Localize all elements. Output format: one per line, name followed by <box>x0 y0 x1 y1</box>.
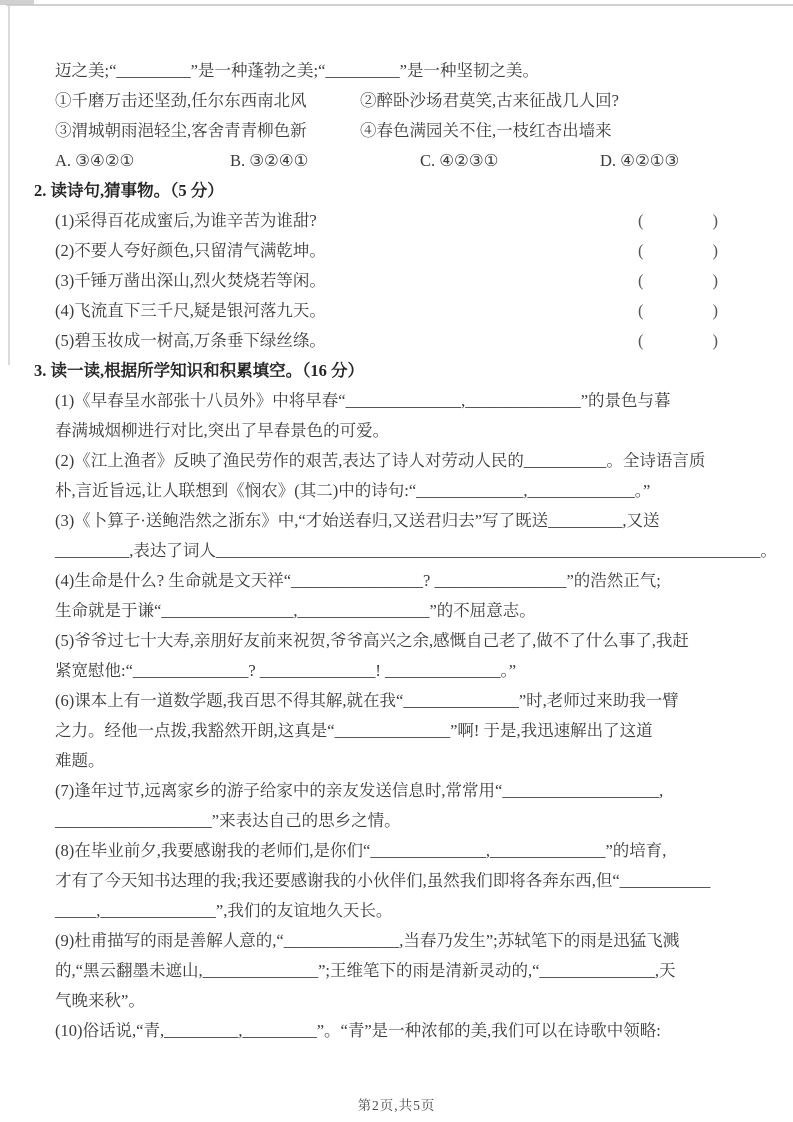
q3-line-6: _________,表达了词人__________________________________________________________________。 <box>55 541 777 560</box>
q2-item-1-text: (1)采得百花成蜜后,为谁辛苦为谁甜? <box>55 211 317 230</box>
q3-line-17: 才有了今天知书达理的我;我还要感谢我的小伙伴们,虽然我们即将各奔东西,但“___________ <box>55 871 711 890</box>
q1-choice-options-row <box>55 146 767 176</box>
page-number-footer: 第2页,共5页 <box>357 1098 436 1113</box>
paren-close: ) <box>712 211 718 230</box>
q3-line-15: ___________________”来表达自己的思乡之情。 <box>55 811 401 830</box>
q3-title: 3. 读一读,根据所学知识和积累填空。（16 分） <box>34 361 364 380</box>
q2-title: 2. 读诗句,猜事物。（5 分） <box>34 181 224 200</box>
q3-line-22: (10)俗话说,“青,_________,_________”。“青”是一种浓郁的美,我们可以在诗歌中领略: <box>55 1021 661 1040</box>
q3-line-4: 朴,言近旨远,让人联想到《悯农》(其二)中的诗句:“_____________,_____________。” <box>55 481 651 500</box>
q3-line-7: (4)生命是什么? 生命就是文天祥“________________? ________________”的浩然正气; <box>55 571 661 590</box>
q3-line-13: 难题。 <box>55 751 105 770</box>
q3-line-12: 之力。经他一点拨,我豁然开朗,这真是“______________”啊! 于是,我迅速解出了这道 <box>55 721 653 740</box>
q2-item-5-answer-parentheses <box>638 326 718 356</box>
q2-item-4-text: (4)飞流直下三千尺,疑是银河落九天。 <box>55 301 326 320</box>
q3-line-20: 的,“黑云翻墨未遮山,______________”;王维笔下的雨是清新灵动的,“______________,天 <box>55 961 676 980</box>
q2-item-3 <box>55 266 767 296</box>
q2-item-2-text: (2)不要人夸好颜色,只留清气满乾坤。 <box>55 241 326 260</box>
paren-open: ( <box>638 271 644 290</box>
q2-item-4 <box>55 296 767 326</box>
paren-open: ( <box>638 331 644 350</box>
paren-open: ( <box>638 211 644 230</box>
q1-poem-3: ③渭城朝雨浥轻尘,客舍青青柳色新 <box>55 121 307 140</box>
q2-item-5 <box>55 326 767 356</box>
q3-line-11: (6)课本上有一道数学题,我百思不得其解,就在我“______________”时,老师过来助我一臂 <box>55 691 679 710</box>
q2-item-2-answer-parentheses <box>638 236 718 266</box>
paren-open: ( <box>638 241 644 260</box>
q3-line-3: (2)《江上渔者》反映了渔民劳作的艰苦,表达了诗人对劳动人民的__________。全诗语言质 <box>55 451 706 470</box>
paren-open: ( <box>638 301 644 320</box>
q3-line-14: (7)逢年过节,远离家乡的游子给家中的亲友发送信息时,常常用“___________________, <box>55 781 664 800</box>
q3-line-16: (8)在毕业前夕,我要感谢我的老师们,是你们“______________,______________”的培育, <box>55 841 667 860</box>
q3-line-2: 春满城烟柳进行对比,突出了早春景色的可爱。 <box>55 421 390 440</box>
q1-choice-b: B. ③②④① <box>230 151 309 170</box>
q2-item-2 <box>55 236 767 266</box>
scan-artifact-top-line <box>6 4 793 6</box>
q2-item-1 <box>55 206 767 236</box>
q1-choice-c: C. ④②③① <box>420 151 499 170</box>
q1-choice-d: D. ④②①③ <box>600 151 680 170</box>
q3-line-19: (9)杜甫描写的雨是善解人意的,“______________,当春乃发生”;苏轼笔下的雨是迅猛飞溅 <box>55 931 680 950</box>
q3-line-9: (5)爷爷过七十大寿,亲朋好友前来祝贺,爷爷高兴之余,感慨自己老了,做不了什么事了,我赶 <box>55 631 689 650</box>
scan-artifact-left-line <box>8 5 10 365</box>
q3-line-5: (3)《卜算子·送鲍浩然之浙东》中,“才始送春归,又送君归去”写了既送_________,又送 <box>55 511 660 530</box>
q2-item-3-text: (3)千锤万凿出深山,烈火焚烧若等闲。 <box>55 271 326 290</box>
q1-poem-4: ④春色满园关不住,一枝红杏出墙来 <box>360 121 612 140</box>
q3-line-21: 气晚来秋”。 <box>55 991 145 1010</box>
q1-poem-2: ②醉卧沙场君莫笑,古来征战几人回? <box>360 91 619 110</box>
q1-choice-a: A. ③④②① <box>55 151 135 170</box>
q1-continuation-text: 迈之美;“_________”是一种蓬勃之美;“_________”是一种坚韧之美。 <box>55 61 539 80</box>
q3-line-18: _____,______________”,我们的友谊地久天长。 <box>55 901 393 920</box>
q2-item-3-answer-parentheses <box>638 266 718 296</box>
q3-line-8: 生命就是于谦“________________,________________”的不屈意志。 <box>55 601 536 620</box>
q3-line-10: 紧宽慰他:“______________? ______________! ______________。” <box>55 661 517 680</box>
q3-line-1: (1)《早春呈水部张十八员外》中将早春“______________,______________”的景色与暮 <box>55 391 671 410</box>
q2-item-5-text: (5)碧玉妆成一树高,万条垂下绿丝绦。 <box>55 331 326 350</box>
paren-close: ) <box>712 241 718 260</box>
q1-poem-row-2 <box>55 116 767 146</box>
q2-item-4-answer-parentheses <box>638 296 718 326</box>
paren-close: ) <box>712 331 718 350</box>
exam-body <box>34 56 777 1046</box>
q2-item-1-answer-parentheses <box>638 206 718 236</box>
q1-poem-1: ①千磨万击还坚劲,任尔东西南北风 <box>55 91 307 110</box>
q1-poem-row-1 <box>55 86 767 116</box>
paren-close: ) <box>712 271 718 290</box>
paren-close: ) <box>712 301 718 320</box>
